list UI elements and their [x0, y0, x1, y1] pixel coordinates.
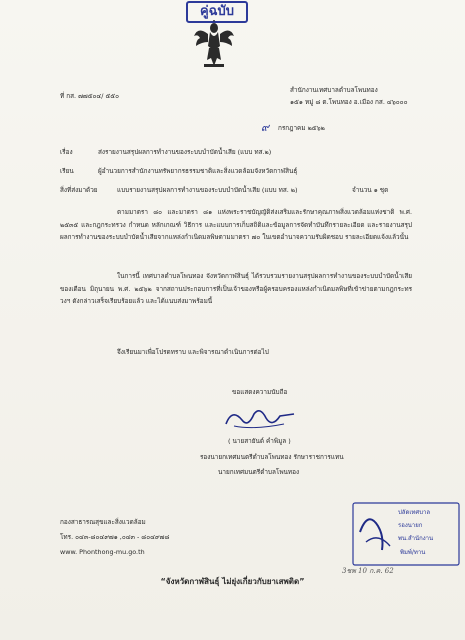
signatory-name: ( นายสายันต์ คำพิมูล ): [228, 437, 291, 445]
footer-phone: โทร. ๐๔๓-๘๐๔๙๗๑ ,๐๔๓ - ๘๐๔๙๗๘: [60, 533, 170, 541]
date-day: ๙: [261, 121, 270, 134]
handwritten-note: 3ชพ 10 ก.ค. 62: [342, 567, 394, 575]
date-month-year: กรกฎาคม ๒๕๖๒: [278, 124, 325, 132]
garuda-emblem: [192, 20, 236, 70]
recipient-label: เรียน: [60, 167, 74, 175]
footer-website: www. Phonthong-mu.go.th: [60, 548, 145, 556]
signatory-title-2: นายกเทศมนตรีตำบลโพนทอง: [218, 468, 300, 476]
signature-closing: ขอแสดงความนับถือ: [232, 388, 288, 396]
attachment-qty: จำนวน ๑ ชุด: [352, 186, 389, 194]
attachment-label: สิ่งที่ส่งมาด้วย: [60, 186, 98, 194]
recipient-text: ผู้อำนวยการสำนักงานทรัพยากรธรรมชาติและสิ่งแวดล้อมจังหวัดกาฬสินธุ์: [98, 167, 298, 175]
signature-mark: [220, 404, 300, 434]
agency-address: ๑๕๑ หมู่ ๘ ต.โพนทอง อ.เมือง กส. ๔๖๐๐๐: [290, 98, 408, 106]
received-stamp-line-2: รองนายก: [398, 522, 423, 529]
signatory-title-1: รองนายกเทศมนตรีตำบลโพนทอง รักษาราชการแทน: [200, 453, 344, 461]
footer-motto: “จังหวัดกาฬสินธุ์ ไม่ยุ่งเกี่ยวกับยาเสพติด”: [160, 577, 305, 586]
subject-label: เรื่อง: [60, 148, 73, 156]
subject-text: ส่งรายงานสรุปผลการทำงานของระบบบำบัดน้ำเสีย (แบบ ทส.๒): [98, 148, 272, 156]
body-paragraph-1: ตามมาตรา ๘๐ และมาตรา ๘๑ แห่งพระราชบัญญัติส่งเสริมและรักษาคุณภาพสิ่งแวดล้อมแห่งชาติ พ.ศ. ๒๕๓๕ และกฎกระทรวง กำหนด หลักเกณฑ์ วิธีการ และแบบการเก็บสถิติและข้อมูลการจัดทำบันทึกรายละเอียด และรายงานสรุปผลการทำงานของระบบบำบัดน้ำเสียจากแหล่งกำเนิดมลพิษตามมาตรา ๗๐ ในเขตอำนาจความรับผิดชอบ รายละเอียดแจ้งแล้วนั้น: [60, 208, 412, 241]
document-number: ที่ กส. ๗๗๕๐๔/ ๕๕๐: [60, 92, 120, 100]
received-stamp-line-3: พน.สำนักงาน: [398, 535, 434, 542]
agency-name: สำนักงานเทศบาลตำบลโพนทอง: [290, 86, 378, 94]
footer-division: กองสาธารณสุขและสิ่งแวดล้อม: [60, 518, 146, 526]
copy-stamp: คู่ฉบับ: [186, 1, 248, 23]
body-paragraph-2: ในการนี้ เทศบาลตำบลโพนทอง จังหวัดกาฬสินธุ์ ได้รวบรวมรายงานสรุปผลการทำงานของระบบบำบัดน้ำเสีย ของเดือน มิถุนายน พ.ศ. ๒๕๖๒ จากสถานประกอบการที่เป็นเจ้าของหรือผู้ครอบครองแหล่งกำเนิดมลพิษที่เข้าข่ายตามกฎกระทรวงฯ ดังกล่าวเสร็จเรียบร้อยแล้ว และได้แนบส่งมาพร้อมนี้: [60, 272, 412, 305]
received-stamp-line-1: ปลัดเทศบาล: [398, 509, 431, 516]
received-stamp-line-4: พิมพ์/ทาน: [400, 549, 426, 556]
attachment-text: แบบรายงานสรุปผลการทำงานของระบบบำบัดน้ำเสีย (แบบ ทส. ๒): [117, 186, 298, 194]
body-paragraph-3: จึงเรียนมาเพื่อโปรดทราบ และพิจารณาดำเนินการต่อไป: [117, 348, 269, 356]
